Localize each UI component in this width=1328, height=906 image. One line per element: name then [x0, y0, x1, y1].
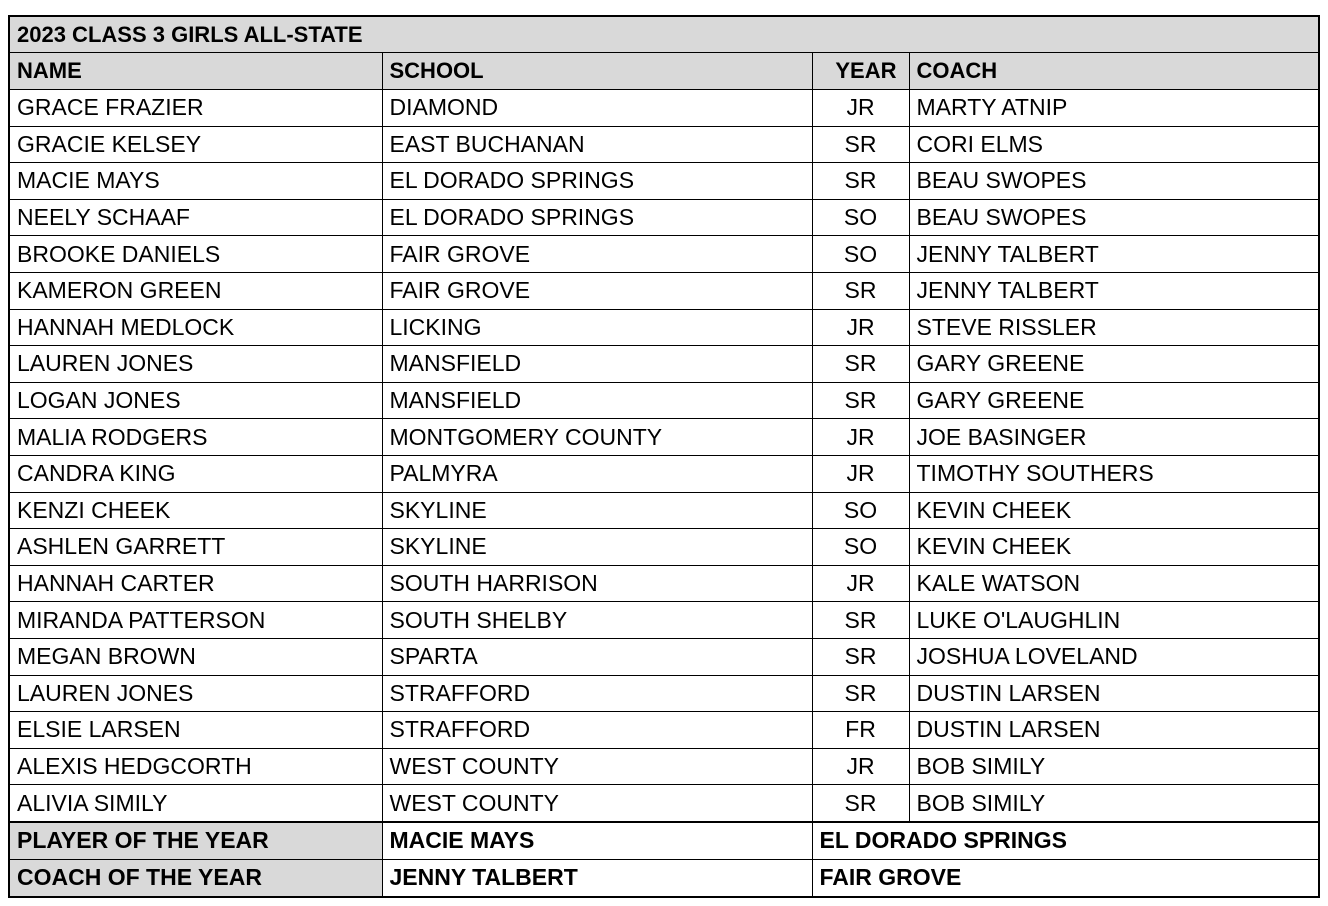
- player-coach: DUSTIN LARSEN: [909, 675, 1319, 712]
- table-row: [9, 565, 1319, 602]
- player-school: SOUTH HARRISON: [382, 565, 812, 602]
- player-school: SOUTH SHELBY: [382, 602, 812, 639]
- all-state-table: [8, 15, 1320, 898]
- player-name: KAMERON GREEN: [9, 272, 382, 309]
- player-year: SR: [812, 638, 909, 675]
- player-coach: GARY GREENE: [909, 382, 1319, 419]
- player-year: SR: [812, 675, 909, 712]
- player-year: JR: [812, 455, 909, 492]
- player-name: MEGAN BROWN: [9, 638, 382, 675]
- player-school: WEST COUNTY: [382, 748, 812, 785]
- player-year: JR: [812, 90, 909, 127]
- player-school: STRAFFORD: [382, 675, 812, 712]
- player-name: GRACE FRAZIER: [9, 90, 382, 127]
- player-school: MANSFIELD: [382, 346, 812, 383]
- table-row: [9, 419, 1319, 456]
- table-row: [9, 785, 1319, 822]
- table-row: [9, 163, 1319, 200]
- table-row: [9, 199, 1319, 236]
- player-year: SO: [812, 529, 909, 566]
- table-row: [9, 602, 1319, 639]
- player-name: ALIVIA SIMILY: [9, 785, 382, 822]
- player-school: SPARTA: [382, 638, 812, 675]
- award-person: JENNY TALBERT: [382, 859, 812, 897]
- player-coach: JOSHUA LOVELAND: [909, 638, 1319, 675]
- player-name: MIRANDA PATTERSON: [9, 602, 382, 639]
- header-school: SCHOOL: [382, 53, 812, 90]
- title-row: [9, 16, 1319, 53]
- player-coach: JENNY TALBERT: [909, 272, 1319, 309]
- table-row: [9, 382, 1319, 419]
- award-label: COACH OF THE YEAR: [9, 859, 382, 897]
- player-name: CANDRA KING: [9, 455, 382, 492]
- player-name: ASHLEN GARRETT: [9, 529, 382, 566]
- player-year: SR: [812, 272, 909, 309]
- player-name: KENZI CHEEK: [9, 492, 382, 529]
- player-coach: KALE WATSON: [909, 565, 1319, 602]
- player-year: SR: [812, 382, 909, 419]
- player-school: SKYLINE: [382, 492, 812, 529]
- player-school: MONTGOMERY COUNTY: [382, 419, 812, 456]
- table-row: [9, 455, 1319, 492]
- table-row: [9, 529, 1319, 566]
- award-school: EL DORADO SPRINGS: [812, 822, 1319, 860]
- player-name: NEELY SCHAAF: [9, 199, 382, 236]
- player-year: SO: [812, 492, 909, 529]
- table-row: [9, 675, 1319, 712]
- player-school: MANSFIELD: [382, 382, 812, 419]
- player-school: EAST BUCHANAN: [382, 126, 812, 163]
- award-row: [9, 859, 1319, 897]
- player-name: ALEXIS HEDGCORTH: [9, 748, 382, 785]
- player-coach: BOB SIMILY: [909, 785, 1319, 822]
- player-year: FR: [812, 712, 909, 749]
- player-year: JR: [812, 748, 909, 785]
- player-coach: KEVIN CHEEK: [909, 492, 1319, 529]
- player-name: BROOKE DANIELS: [9, 236, 382, 273]
- player-name: LAUREN JONES: [9, 346, 382, 383]
- player-coach: KEVIN CHEEK: [909, 529, 1319, 566]
- player-coach: JENNY TALBERT: [909, 236, 1319, 273]
- player-year: JR: [812, 419, 909, 456]
- player-coach: BEAU SWOPES: [909, 163, 1319, 200]
- table-row: [9, 346, 1319, 383]
- header-coach: COACH: [909, 53, 1319, 90]
- table-row: [9, 90, 1319, 127]
- header-row: [9, 53, 1319, 90]
- player-year: SO: [812, 199, 909, 236]
- player-year: JR: [812, 309, 909, 346]
- player-year: SR: [812, 785, 909, 822]
- player-name: LAUREN JONES: [9, 675, 382, 712]
- table-row: [9, 712, 1319, 749]
- player-coach: JOE BASINGER: [909, 419, 1319, 456]
- player-coach: GARY GREENE: [909, 346, 1319, 383]
- all-state-sheet: [8, 15, 1318, 898]
- table-row: [9, 638, 1319, 675]
- player-school: SKYLINE: [382, 529, 812, 566]
- player-school: FAIR GROVE: [382, 272, 812, 309]
- player-year: JR: [812, 565, 909, 602]
- table-row: [9, 309, 1319, 346]
- sheet-title: 2023 CLASS 3 GIRLS ALL-STATE: [9, 16, 1319, 53]
- player-coach: LUKE O'LAUGHLIN: [909, 602, 1319, 639]
- player-name: MALIA RODGERS: [9, 419, 382, 456]
- player-coach: MARTY ATNIP: [909, 90, 1319, 127]
- table-row: [9, 492, 1319, 529]
- player-school: STRAFFORD: [382, 712, 812, 749]
- player-name: HANNAH CARTER: [9, 565, 382, 602]
- award-school: FAIR GROVE: [812, 859, 1319, 897]
- player-school: PALMYRA: [382, 455, 812, 492]
- player-coach: BOB SIMILY: [909, 748, 1319, 785]
- player-coach: DUSTIN LARSEN: [909, 712, 1319, 749]
- player-name: LOGAN JONES: [9, 382, 382, 419]
- header-year: YEAR: [812, 53, 909, 90]
- player-year: SR: [812, 346, 909, 383]
- player-name: GRACIE KELSEY: [9, 126, 382, 163]
- player-coach: TIMOTHY SOUTHERS: [909, 455, 1319, 492]
- player-school: DIAMOND: [382, 90, 812, 127]
- player-name: MACIE MAYS: [9, 163, 382, 200]
- award-label: PLAYER OF THE YEAR: [9, 822, 382, 860]
- player-school: FAIR GROVE: [382, 236, 812, 273]
- player-school: EL DORADO SPRINGS: [382, 163, 812, 200]
- table-row: [9, 272, 1319, 309]
- player-school: WEST COUNTY: [382, 785, 812, 822]
- player-school: EL DORADO SPRINGS: [382, 199, 812, 236]
- award-row: [9, 822, 1319, 860]
- player-year: SR: [812, 602, 909, 639]
- player-name: ELSIE LARSEN: [9, 712, 382, 749]
- table-row: [9, 126, 1319, 163]
- table-row: [9, 236, 1319, 273]
- player-coach: BEAU SWOPES: [909, 199, 1319, 236]
- player-year: SO: [812, 236, 909, 273]
- player-year: SR: [812, 126, 909, 163]
- player-coach: STEVE RISSLER: [909, 309, 1319, 346]
- award-person: MACIE MAYS: [382, 822, 812, 860]
- player-year: SR: [812, 163, 909, 200]
- table-row: [9, 748, 1319, 785]
- player-school: LICKING: [382, 309, 812, 346]
- player-coach: CORI ELMS: [909, 126, 1319, 163]
- header-name: NAME: [9, 53, 382, 90]
- player-name: HANNAH MEDLOCK: [9, 309, 382, 346]
